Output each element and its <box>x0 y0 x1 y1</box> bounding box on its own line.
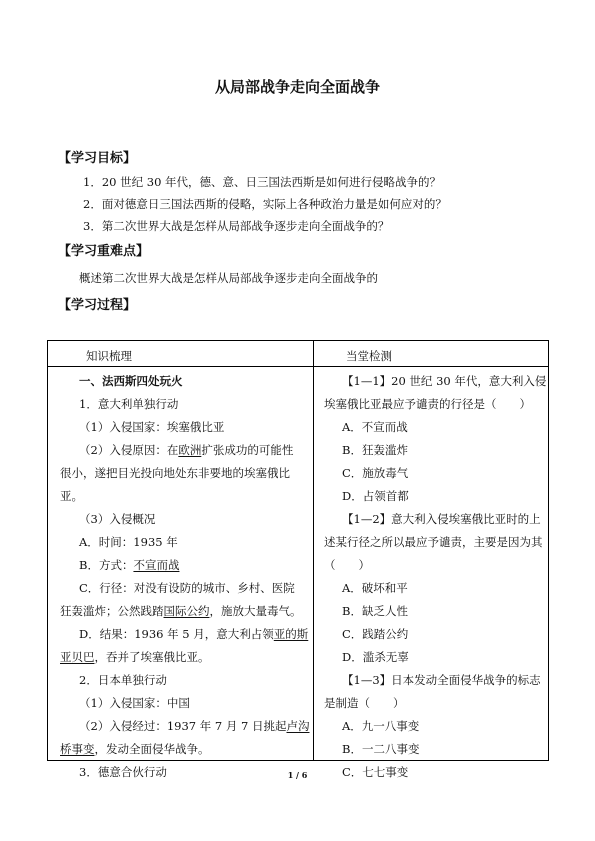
table-divider <box>313 341 314 760</box>
left-line: 1．意大利单独行动 <box>79 397 179 411</box>
left-line: （2）入侵经过：1937 年 7 月 7 日挑起卢沟 <box>79 719 310 733</box>
left-line: 亚贝巴，吞并了埃塞俄比亚。 <box>60 650 210 664</box>
question-option: B．缺乏人性 <box>342 604 408 618</box>
left-line: B．方式：不宣而战 <box>79 558 180 572</box>
left-line: 桥事变，发动全面侵华战争。 <box>60 742 210 756</box>
left-line: 狂轰滥炸；公然践踏国际公约，施放大量毒气。 <box>60 604 302 618</box>
left-line: 3．德意合伙行动 <box>79 765 167 779</box>
process-heading: 【学习过程】 <box>58 298 137 313</box>
left-line: D．结果：1936 年 5 月，意大利占领亚的斯 <box>79 627 309 641</box>
page-title: 从局部战争走向全面战争 <box>214 78 380 96</box>
question-option: C．践踏公约 <box>342 627 409 641</box>
table-header-divider <box>48 366 548 367</box>
question-option: D．滥杀无辜 <box>342 650 409 664</box>
question-option: C．七七事变 <box>342 765 409 779</box>
page-number: 1 / 6 <box>287 770 308 780</box>
left-line: （1）入侵国家：埃塞俄比亚 <box>79 420 225 434</box>
header-knowledge: 知识梳理 <box>86 349 132 363</box>
left-line: 2．日本单独行动 <box>79 673 167 687</box>
header-check: 当堂检测 <box>346 349 392 363</box>
question-stem: （ ） <box>324 558 370 572</box>
objective-item: 1．20 世纪 30 年代，德、意、日三国法西斯是如何进行侵略战争的？ <box>83 175 442 189</box>
question-stem: 是制造（ ） <box>324 696 405 710</box>
left-line: 很小，遂把目光投向地处东非要地的埃塞俄比 <box>60 466 290 480</box>
question-option: A．九一八事变 <box>342 719 420 733</box>
question-option: D．占领首都 <box>342 489 409 503</box>
keypoints-heading: 【学习重难点】 <box>58 244 150 259</box>
left-line: （1）入侵国家：中国 <box>79 696 190 710</box>
question-option: B．狂轰滥炸 <box>342 443 408 457</box>
left-line: C．行径：对没有设防的城市、乡村、医院 <box>79 581 295 595</box>
objective-item: 3．第二次世界大战是怎样从局部战争逐步走向全面战争的？ <box>83 219 390 233</box>
question-option: C．施放毒气 <box>342 466 409 480</box>
objective-item: 2．面对德意日三国法西斯的侵略，实际上各种政治力量是如何应对的？ <box>83 197 447 211</box>
objectives-heading: 【学习目标】 <box>58 151 137 166</box>
left-line: （3）入侵概况 <box>79 512 156 526</box>
left-line: （2）入侵原因：在欧洲扩张成功的可能性 <box>79 443 294 457</box>
keypoints-text: 概述第二次世界大战是怎样从局部战争逐步走向全面战争的 <box>79 271 378 285</box>
question-option: A．不宣而战 <box>342 420 408 434</box>
question-stem: 【1—2】意大利入侵埃塞俄比亚时的上 <box>342 512 541 526</box>
question-stem: 述某行径之所以最应予谴责，主要是因为其 <box>324 535 543 549</box>
question-stem: 【1—3】日本发动全面侵华战争的标志 <box>342 673 541 687</box>
question-stem: 【1—1】20 世纪 30 年代，意大利入侵 <box>342 374 547 388</box>
section-heading: 一、法西斯四处玩火 <box>79 374 183 388</box>
question-stem: 埃塞俄比亚最应予谴责的行径是（ ） <box>324 397 531 411</box>
left-line: A．时间：1935 年 <box>79 535 178 549</box>
left-line: 亚。 <box>60 489 83 503</box>
question-option: A．破坏和平 <box>342 581 408 595</box>
question-option: B．一二八事变 <box>342 742 420 756</box>
